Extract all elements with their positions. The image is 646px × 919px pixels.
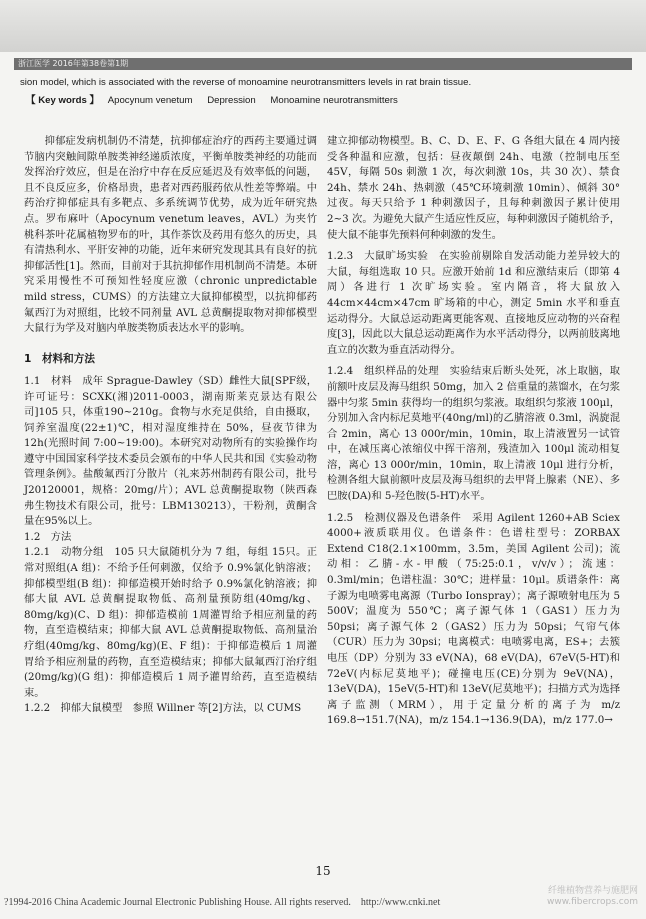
- section-1-2-1-paragraph: 1.2.1 动物分组 105 只大鼠随机分为 7 组，每组 15只。正常对照组(A 组)：不给予任何刺激，仅给予 0.9%氯化钠溶液；抑郁模型组(B 组)：抑郁造模开始时给予 0.9%氯化钠溶液；抑郁大鼠 AVL 总黄酮提取物低、高剂量预防组(40mg/kg、80mg/kg)(C、D 组)：抑郁造模前 1周灌胃给予相应剂量的药物，直至造模结束；抑郁大鼠 AVL 总黄酮提取物低、高剂量治疗组(40mg/kg、80mg/kg)(E、F 组)：于抑郁造模后 1 周灌胃给予相应剂量的药物，直至造模结束；抑郁大鼠氟西汀治疗组(20mg/kg)(G 组)：抑郁造模后 1 周予灌胃给药，直至造模结束。: [24, 546, 317, 699]
- watermark-line-1: 纤维植物营养与施肥网: [547, 886, 638, 896]
- continuation-paragraph: 建立抑郁动物模型。B、C、D、E、F、G 各组大鼠在 4 周内接受各种温和应激，包括：昼夜颠倒 24h、电激（控制电压至 45V，每隔 50s 刺激 1 次，每次刺激 10s，共 30 次）、禁食 24h、禁水 24h、热刺激（45℃环境刺激 10min）、倾斜 30°过夜。每天只给予 1 种刺激因子，且每种刺激因子累计使用 2~3 次。为避免大鼠产生适应性反应，每种刺激因子随机给予，使大鼠不能事先预料何种刺激的发生。: [327, 135, 620, 241]
- subsection-heading: 1.2 方法: [24, 530, 72, 543]
- section-1-2-2-paragraph: 1.2.2 抑郁大鼠模型 参照 Willner 等[2]方法，以 CUMS: [24, 702, 302, 715]
- abstract-continuation: sion model, which is associated with the reverse of monoamine neurotransmitters levels in rat brain tissue.: [20, 77, 472, 88]
- journal-header-band: 浙江医学 2016年第38卷第1期: [14, 58, 632, 70]
- page-top-margin: [0, 0, 646, 52]
- section-1-2-4-paragraph: 1.2.4 组织样品的处理 实验结束后断头处死，冰上取脑，取前额叶皮层及海马组织 50mg，加入 2 倍重量的蒸馏水，在匀浆器中匀浆 5min 获得均一的组织匀浆液。取组织匀浆液 100μl，分别加入含内标尼莫地平(40ng/ml)的乙腈溶液 0.3ml，涡旋混合 2min，离心 13 000r/min，10min，取上清液置另一试管中，在减压离心浓缩仪中挥干溶剂，残渣加入 100μl 流动相复溶，离心 13 000r/min，10min，取上清液 10μl 进行分析，检测各组大鼠前额叶皮层及海马组织的去甲肾上腺素（NE）、多巴胺(DA)和 5-羟色胺(5-HT)水平。: [327, 365, 620, 503]
- section-1-2-5-paragraph: 1.2.5 检测仪器及色谱条件 采用 Agilent 1260+AB Sciex 4000+液质联用仪。色谱条件：色谱柱型号：ZORBAX Extend C18(2.1×100mm，3.5m，美国 Agilent 公司)；流动相：乙腈-水-甲酸（75:25:0.1，v/v/v）；流速：0.3ml/min；色谱柱温：30℃；进样量：10μl。质谱条件：离子源为电喷雾电离源（Turbo Ionspray）；离子源喷射电压为 5 500V；温度为 550℃；离子源气体 1（GAS1）压力为 50psi；离子源气体 2（GAS2）压力为 50psi；气帘气体（CUR）压力为 30psi；电离模式：电喷雾电离，ES+；去簇电压（DP）分别为 33 eV(NA)，68 eV(DA)，67eV(5-HT)和 72eV(内标尼莫地平)；碰撞电压(CE)分别为 9eV(NA)，13eV(DA)，15eV(5-HT)和 13eV(尼莫地平)；扫描方式为选择离子监测（MRM），用于定量分析的离子为 m/z 169.8→151.7(NA)，m/z 154.1→136.9(DA)，m/z 177.0→: [327, 511, 620, 727]
- keywords-label: 【 Key words 】: [26, 95, 100, 106]
- section-1-2-3-paragraph: 1.2.3 大鼠旷场实验 在实验前剔除自发活动能力差异较大的大鼠，每组选取 10 只。应激开始前 1d 和应激结束后（即第 4 周）各进行 1 次旷场实验。室内隔音，将大鼠放入 44cm×44cm×47cm 旷场箱的中心，测定 5min 水平和垂直运动得分。大鼠总运动距离更能客观、直接地反应动物的兴奋程度[3]，因此以大鼠总运动距离作为水平活动得分，以两前肢离地直立的次数为垂直活动得分。: [327, 250, 620, 356]
- page-number: 15: [315, 864, 331, 878]
- keyword-term: Depression: [207, 95, 256, 106]
- section-heading: 1 材料和方法: [24, 353, 95, 366]
- watermark: [547, 886, 638, 908]
- right-column: [327, 134, 620, 729]
- keyword-term: Apocynum venetum: [107, 95, 193, 106]
- keyword-term: Monoamine neurotransmitters: [270, 95, 398, 106]
- intro-paragraph: 抑郁症发病机制仍不清楚，抗抑郁症治疗的西药主要通过调节脑内突触间隙单胺类神经递质浓度，平衡单胺类神经的功能而发挥治疗效应，但是在治疗中存在反应延迟及有效率低的问题，且不良反应多，价格昂贵，患者对西药服药依从性差等弊端。中药治疗抑郁症具有多靶点、多系统调节优势，成为近年研究热点。罗布麻叶（Apocynum venetum leaves，AVL）为夹竹桃科茶叶花属植物罗布的叶，其作茶饮及药用有悠久的历史，具有清热利水、平肝安神的功能，近年来研究发现其具有良好的抗抑郁活性[1]。然而，目前对于其抗抑郁作用机制尚不清楚。本研究采用慢性不可预知性轻度应激（chronic unpredictable mild stress，CUMS）的方法建立大鼠抑郁模型，以抗抑郁药氟西汀为对照组，比较不同剂量 AVL 总黄酮提取物对抑郁模型大鼠行为学及对脑内单胺类物质表达水平的影响。: [24, 135, 317, 335]
- copyright-footer: ?1994-2016 China Academic Journal Electronic Publishing House. All rights reserved. http://www.cnki.net: [4, 897, 441, 908]
- watermark-line-2: www.fibercrops.com: [547, 897, 638, 907]
- section-1-1-paragraph: 1.1 材料 成年 Sprague-Dawley（SD）雌性大鼠[SPF级，许可证号：SCXK(湘)2011-0003，湖南斯莱克景达有限公司]105 只，体重190~210g。食物与水充足供给，自由摄取，饲养室温度(22±1)℃，相对湿度维持在 50%，昼夜节律为 12h(光照时间 7:00~19:00)。本研究对动物所有的实验操作均遵守中国国家科学技术委员会颁布的中华人民共和国《实验动物管理条例》。盐酸氟西汀分散片（礼来苏州制药有限公司，批号 J20120001，规格：20mg/片）；AVL 总黄酮提取物（陕西森弗生物技术有限公司，批号：LBM130213），干粉剂，黄酮含量在95%以上。: [24, 374, 317, 528]
- keywords-line: [26, 94, 626, 107]
- left-column: [24, 134, 317, 717]
